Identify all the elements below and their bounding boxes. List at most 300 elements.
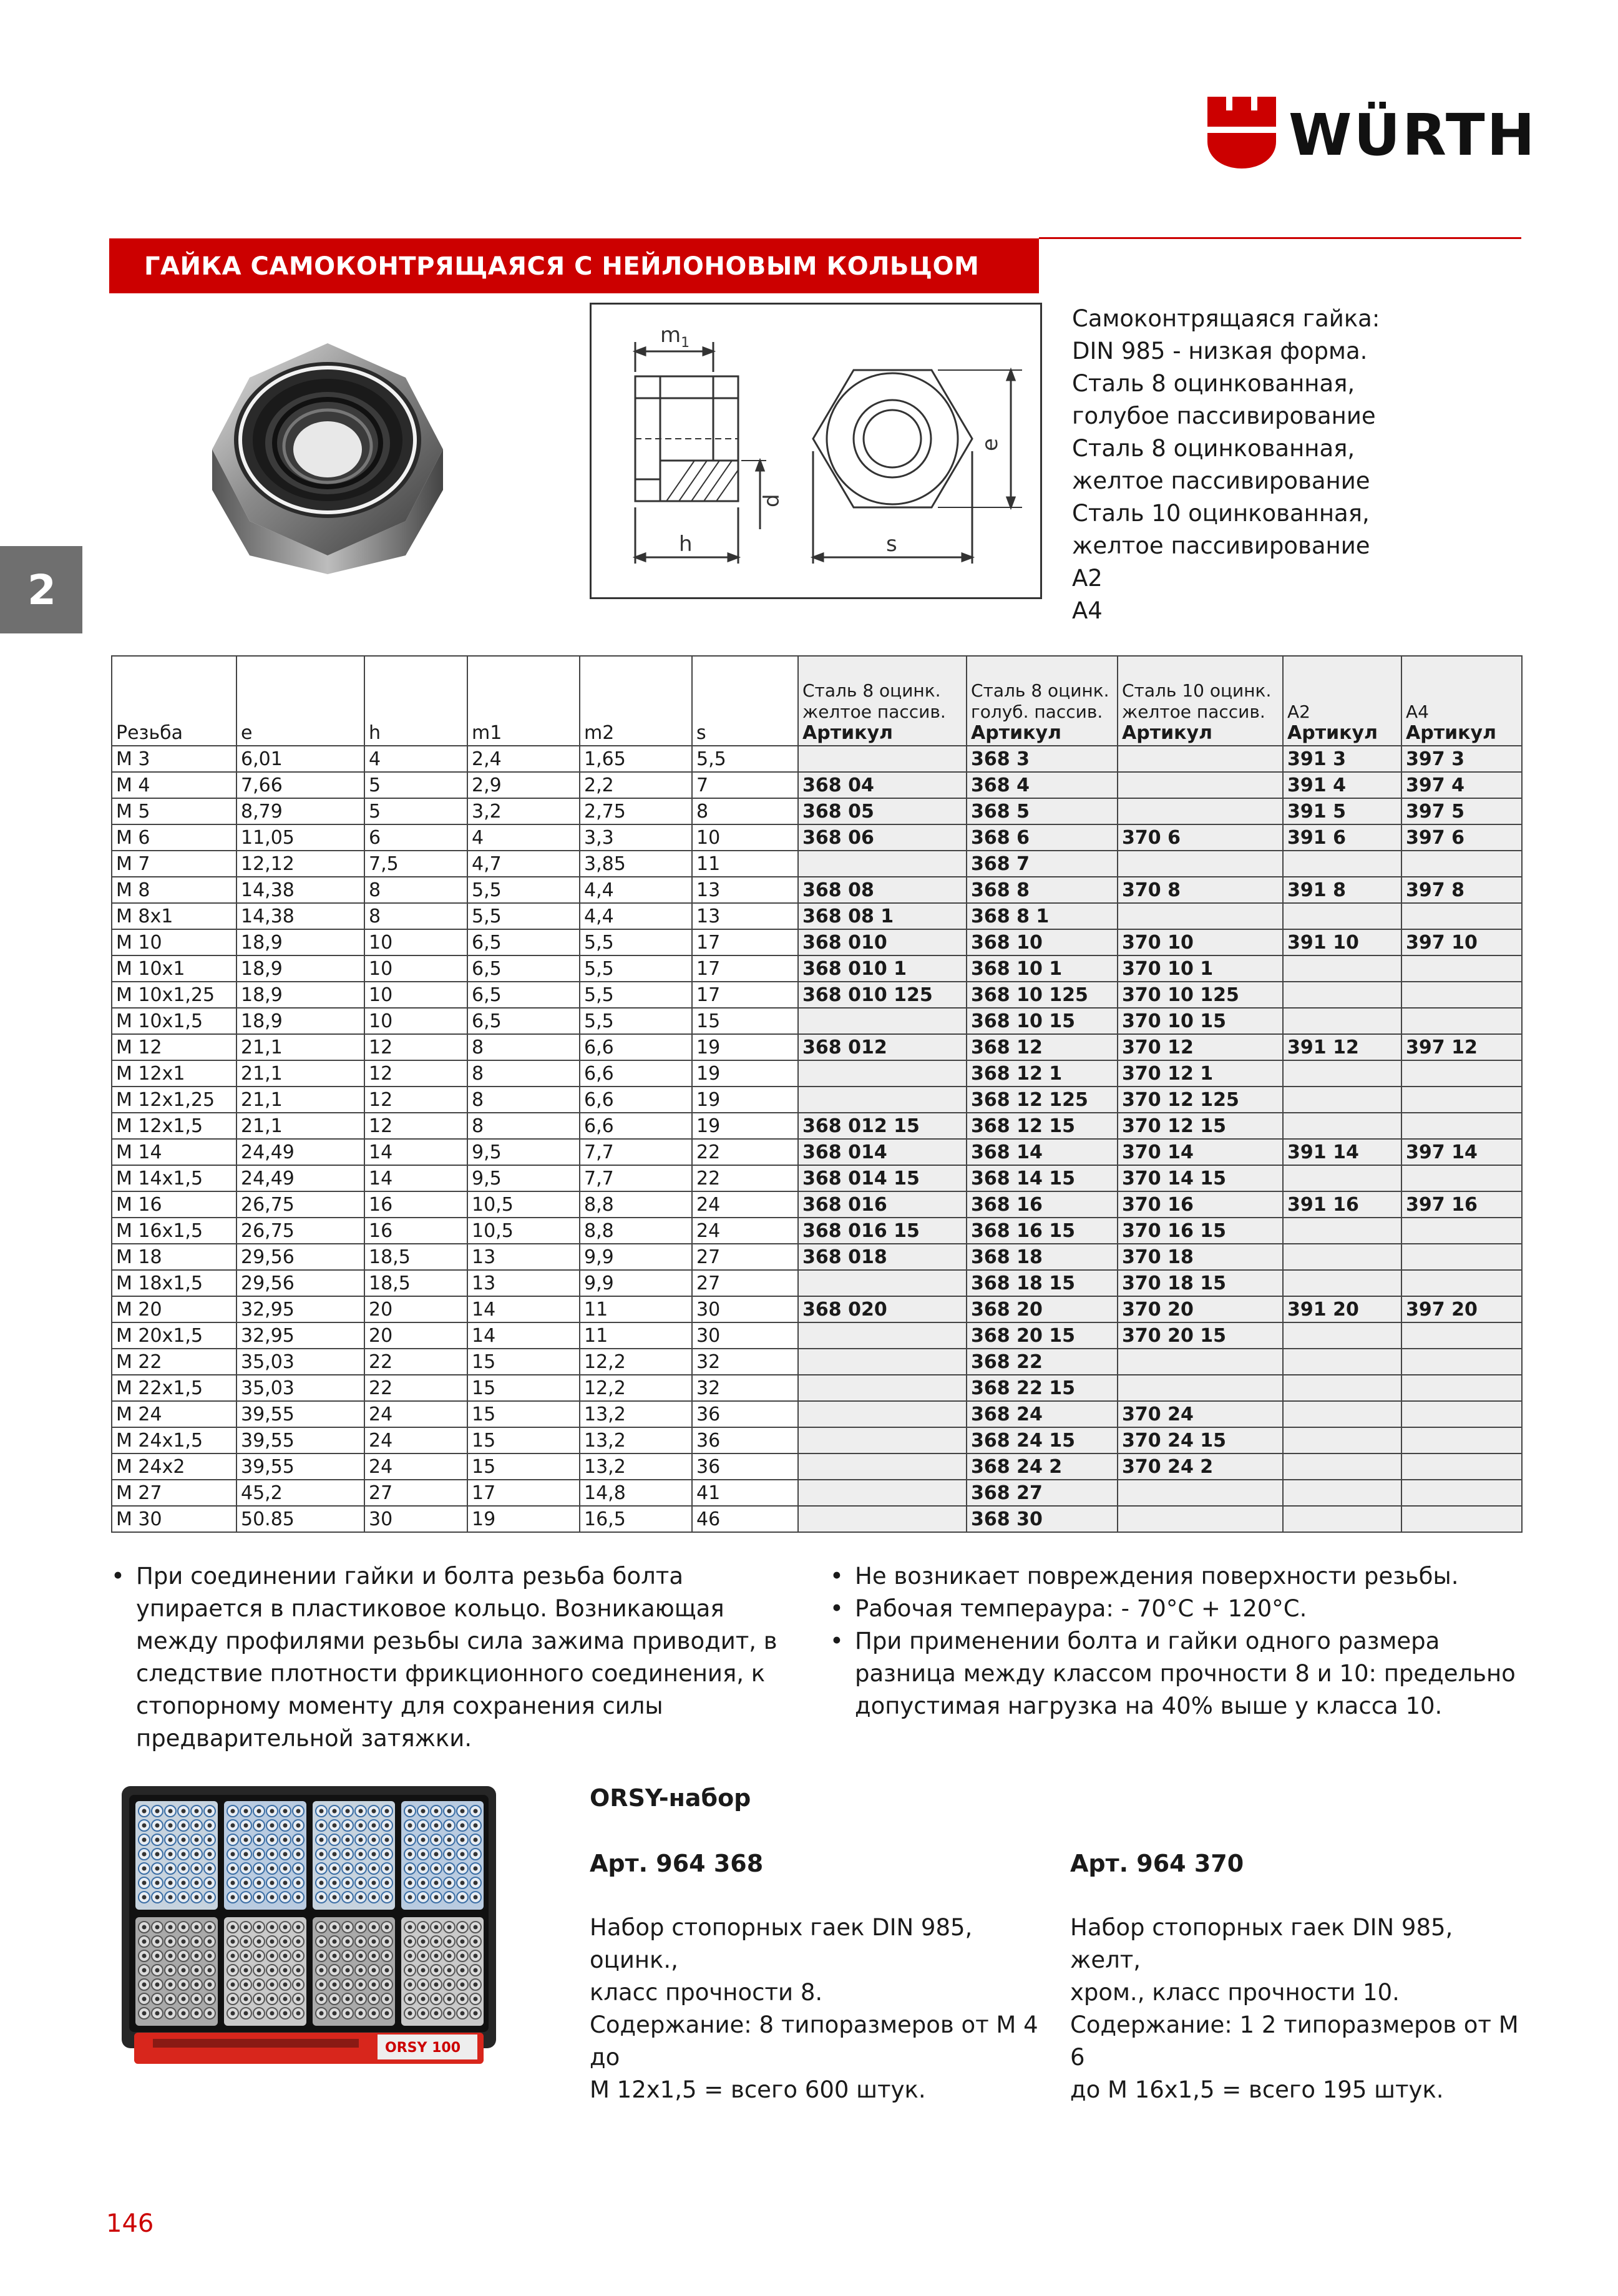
table-cell: 2,2 [580, 772, 692, 798]
table-cell: 397 3 [1401, 746, 1522, 772]
table-cell [1401, 1218, 1522, 1244]
table-body [112, 746, 1522, 1532]
table-cell: 7,66 [236, 772, 364, 798]
table-cell: 21,1 [236, 1113, 364, 1139]
table-cell: 17 [692, 955, 798, 982]
table-cell: 6,01 [236, 746, 364, 772]
table-row [112, 903, 1522, 929]
table-row [112, 1244, 1522, 1270]
table-cell: 14 [467, 1296, 580, 1322]
orsy-description-2 [1070, 1912, 1519, 2106]
spec-table [111, 655, 1523, 1533]
table-row [112, 1191, 1522, 1218]
table-cell: 368 14 [967, 1139, 1118, 1165]
table-cell: 24,49 [236, 1139, 364, 1165]
table-cell: 6,5 [467, 955, 580, 982]
table-cell [798, 1375, 967, 1401]
table-cell: 8 [692, 798, 798, 824]
orsy-box-photo [115, 1786, 502, 2067]
table-cell: 18,9 [236, 982, 364, 1008]
table-cell: 4,7 [467, 851, 580, 877]
table-cell: 368 014 [798, 1139, 967, 1165]
table-cell [798, 1060, 967, 1087]
table-cell [1283, 851, 1401, 877]
table-cell: M 12x1 [112, 1060, 236, 1087]
column-header [1118, 656, 1283, 746]
table-cell: 35,03 [236, 1349, 364, 1375]
table-cell [1401, 982, 1522, 1008]
table-cell: 368 27 [967, 1480, 1118, 1506]
table-cell: M 24x2 [112, 1453, 236, 1480]
table-cell: 11 [580, 1296, 692, 1322]
description-line: A2 [1072, 565, 1103, 592]
table-cell: 8 [364, 903, 467, 929]
table-cell: 6,6 [580, 1113, 692, 1139]
technical-drawing [590, 303, 1042, 599]
table-cell: 397 6 [1401, 824, 1522, 851]
table-cell: M 5 [112, 798, 236, 824]
table-cell: 391 10 [1283, 929, 1401, 955]
table-cell: M 10x1,25 [112, 982, 236, 1008]
table-cell: 26,75 [236, 1191, 364, 1218]
table-cell [1401, 1401, 1522, 1427]
table-cell [1401, 1270, 1522, 1296]
description-line: желтое пассивирование [1072, 532, 1370, 559]
table-row [112, 1506, 1522, 1532]
table-cell: 370 10 1 [1118, 955, 1283, 982]
table-cell: M 4 [112, 772, 236, 798]
table-cell: 368 12 [967, 1034, 1118, 1060]
chapter-number: 2 [27, 566, 56, 614]
bullets-right [830, 1560, 1523, 1722]
table-cell: 391 14 [1283, 1139, 1401, 1165]
table-cell: 20 [364, 1322, 467, 1349]
table-cell: 16 [364, 1218, 467, 1244]
table-cell: 370 20 [1118, 1296, 1283, 1322]
table-cell: 9,5 [467, 1165, 580, 1191]
table-cell: M 18x1,5 [112, 1270, 236, 1296]
table-cell: 27 [692, 1270, 798, 1296]
wurth-logo [1207, 97, 1537, 169]
table-cell: 30 [364, 1506, 467, 1532]
table-cell [1118, 1375, 1283, 1401]
table-cell: M 6 [112, 824, 236, 851]
table-cell [1401, 955, 1522, 982]
table-cell [1401, 851, 1522, 877]
table-cell: 368 10 15 [967, 1008, 1118, 1034]
table-cell: 368 012 [798, 1034, 967, 1060]
table-cell [798, 1322, 967, 1349]
table-cell: 7,7 [580, 1165, 692, 1191]
table-cell: 5 [364, 772, 467, 798]
table-cell: 1,65 [580, 746, 692, 772]
table-cell [798, 1506, 967, 1532]
table-cell: 15 [467, 1375, 580, 1401]
table-cell: 370 24 15 [1118, 1427, 1283, 1453]
orsy-line: М 12х1,5 = всего 600 штук. [590, 2076, 926, 2103]
table-cell: 370 24 2 [1118, 1453, 1283, 1480]
description-line: голубое пассивирование [1072, 403, 1376, 429]
table-cell: 391 5 [1283, 798, 1401, 824]
table-cell: 397 4 [1401, 772, 1522, 798]
table-cell: 397 12 [1401, 1034, 1522, 1060]
table-cell: 15 [467, 1349, 580, 1375]
table-cell: 370 18 [1118, 1244, 1283, 1270]
column-header: h [364, 656, 467, 746]
table-cell: 24 [364, 1453, 467, 1480]
table-cell: 14,38 [236, 877, 364, 903]
table-cell: M 20 [112, 1296, 236, 1322]
table-cell: 19 [692, 1113, 798, 1139]
table-cell: 14,8 [580, 1480, 692, 1506]
orsy-line: до М 16х1,5 = всего 195 штук. [1070, 2076, 1444, 2103]
table-cell: 39,55 [236, 1401, 364, 1427]
table-cell [1283, 1480, 1401, 1506]
table-cell: 368 24 2 [967, 1453, 1118, 1480]
table-cell: M 10x1,5 [112, 1008, 236, 1034]
orsy-line: класс прочности 8. [590, 1979, 823, 2006]
table-cell: 5,5 [467, 903, 580, 929]
table-cell: 5,5 [692, 746, 798, 772]
table-cell: 12 [364, 1113, 467, 1139]
table-cell: M 24x1,5 [112, 1427, 236, 1453]
table-cell: 4 [364, 746, 467, 772]
table-cell [1401, 903, 1522, 929]
table-cell: 4,4 [580, 903, 692, 929]
table-cell [1283, 903, 1401, 929]
table-cell: 8 [364, 877, 467, 903]
table-cell: 29,56 [236, 1270, 364, 1296]
table-cell: 368 12 1 [967, 1060, 1118, 1087]
table-cell [1118, 798, 1283, 824]
table-header-row [112, 656, 1522, 746]
table-cell: 8 [467, 1060, 580, 1087]
table-cell: 397 16 [1401, 1191, 1522, 1218]
table-cell: 368 24 [967, 1401, 1118, 1427]
table-cell: 3,2 [467, 798, 580, 824]
table-cell: 397 10 [1401, 929, 1522, 955]
table-cell: 368 016 [798, 1191, 967, 1218]
table-cell: M 10x1 [112, 955, 236, 982]
table-cell [1401, 1087, 1522, 1113]
column-header: s [692, 656, 798, 746]
table-cell: 14,38 [236, 903, 364, 929]
table-cell: 368 22 15 [967, 1375, 1118, 1401]
table-cell: M 3 [112, 746, 236, 772]
table-cell [1283, 1113, 1401, 1139]
table-cell [798, 1349, 967, 1375]
label-e: e [978, 438, 1003, 451]
table-row [112, 1453, 1522, 1480]
table-cell: 17 [467, 1480, 580, 1506]
table-cell: 22 [364, 1375, 467, 1401]
header-label: Артикул [802, 722, 893, 744]
table-cell: 368 016 15 [798, 1218, 967, 1244]
table-cell: 13 [692, 903, 798, 929]
header-material: Сталь 10 оцинк. [1122, 680, 1272, 701]
table-cell [1283, 982, 1401, 1008]
page-title: ГАЙКА САМОКОНТРЯЩАЯСЯ С НЕЙЛОНОВЫМ КОЛЬЦОМ [144, 252, 980, 281]
table-cell [1283, 1218, 1401, 1244]
table-cell: 391 20 [1283, 1296, 1401, 1322]
table-cell: 45,2 [236, 1480, 364, 1506]
table-cell: 370 12 15 [1118, 1113, 1283, 1139]
column-header [967, 656, 1118, 746]
table-cell: 370 12 [1118, 1034, 1283, 1060]
bullet-item: • Не возникает повреждения поверхности резьбы. [830, 1560, 1523, 1593]
table-cell [1283, 1060, 1401, 1087]
table-row [112, 1087, 1522, 1113]
table-row [112, 772, 1522, 798]
table-cell [1283, 1165, 1401, 1191]
table-cell: 27 [692, 1244, 798, 1270]
nut-photo [200, 315, 456, 577]
table-cell: 18,9 [236, 1008, 364, 1034]
orsy-line: хром., класс прочности 10. [1070, 1979, 1400, 2006]
table-row [112, 1480, 1522, 1506]
table-cell [798, 1401, 967, 1427]
table-cell [798, 1270, 967, 1296]
table-cell: 17 [692, 929, 798, 955]
table-cell: M 27 [112, 1480, 236, 1506]
table-cell: 391 6 [1283, 824, 1401, 851]
table-cell: 368 010 [798, 929, 967, 955]
table-cell: 11 [580, 1322, 692, 1349]
table-cell: 368 7 [967, 851, 1118, 877]
table-cell: 391 3 [1283, 746, 1401, 772]
title-rule [1039, 237, 1521, 239]
header-finish: A4 [1406, 701, 1429, 722]
table-row [112, 798, 1522, 824]
table-cell: 370 12 1 [1118, 1060, 1283, 1087]
table-cell: 368 30 [967, 1506, 1118, 1532]
table-cell: 4 [467, 824, 580, 851]
table-cell [1283, 1401, 1401, 1427]
table-cell: 370 10 125 [1118, 982, 1283, 1008]
table-cell: 3,3 [580, 824, 692, 851]
brand-name: WÜRTH [1289, 102, 1537, 169]
table-cell: 368 14 15 [967, 1165, 1118, 1191]
table-cell: 8,8 [580, 1218, 692, 1244]
table-cell: 12 [364, 1087, 467, 1113]
table-cell: 397 8 [1401, 877, 1522, 903]
header-label: Артикул [1122, 722, 1212, 744]
table-cell: 22 [692, 1139, 798, 1165]
table-cell: 368 4 [967, 772, 1118, 798]
table-cell [1118, 1506, 1283, 1532]
table-cell: 368 5 [967, 798, 1118, 824]
table-cell [1118, 851, 1283, 877]
table-cell: 19 [467, 1506, 580, 1532]
table-cell: 13,2 [580, 1427, 692, 1453]
table-row [112, 1322, 1522, 1349]
orsy-heading: ORSY-набор [590, 1784, 751, 1812]
table-cell [1283, 1244, 1401, 1270]
table-row [112, 1165, 1522, 1191]
header-label: Артикул [1406, 722, 1496, 744]
table-cell: 2,9 [467, 772, 580, 798]
header-material: Сталь 8 оцинк. [802, 680, 941, 701]
orsy-box-label: ORSY 100 [385, 2040, 461, 2056]
table-cell: 14 [364, 1139, 467, 1165]
table-cell: 368 22 [967, 1349, 1118, 1375]
table-cell: 30 [692, 1322, 798, 1349]
table-cell: 370 14 15 [1118, 1165, 1283, 1191]
table-cell [1401, 1427, 1522, 1453]
table-cell: 6,6 [580, 1060, 692, 1087]
table-cell: 368 10 [967, 929, 1118, 955]
table-cell: 9,9 [580, 1244, 692, 1270]
table-cell: 24,49 [236, 1165, 364, 1191]
table-cell: 10 [692, 824, 798, 851]
bullet-item: • При применении болта и гайки одного размера разница между классом прочности 8 и 10: предельно допустимая нагрузка на 40% выше у класса 10. [830, 1625, 1523, 1722]
header-finish: A2 [1287, 701, 1310, 722]
table-row [112, 929, 1522, 955]
header-material: Сталь 8 оцинк. [971, 680, 1109, 701]
table-cell: 22 [364, 1349, 467, 1375]
table-cell: 13 [467, 1270, 580, 1296]
product-description [1072, 303, 1509, 627]
table-cell: 397 20 [1401, 1296, 1522, 1322]
table-cell [798, 1427, 967, 1453]
table-cell: 391 16 [1283, 1191, 1401, 1218]
orsy-description-1 [590, 1912, 1051, 2106]
table-cell: M 16 [112, 1191, 236, 1218]
table-cell [798, 851, 967, 877]
table-cell: 368 010 1 [798, 955, 967, 982]
table-cell: 36 [692, 1427, 798, 1453]
table-cell [1283, 1087, 1401, 1113]
table-cell: 24 [692, 1218, 798, 1244]
orsy-line: Содержание: 8 типоразмеров от М 4 до [590, 2011, 1038, 2071]
table-cell: 3,85 [580, 851, 692, 877]
table-cell: 368 10 1 [967, 955, 1118, 982]
table-cell: 46 [692, 1506, 798, 1532]
table-cell: 21,1 [236, 1034, 364, 1060]
description-line: Сталь 8 оцинкованная, [1072, 435, 1355, 462]
table-cell: 15 [692, 1008, 798, 1034]
table-cell: 10,5 [467, 1218, 580, 1244]
table-row [112, 824, 1522, 851]
table-cell: M 8 [112, 877, 236, 903]
table-cell: 368 20 15 [967, 1322, 1118, 1349]
orsy-line: Набор стопорных гаек DIN 985, желт, [1070, 1914, 1453, 1973]
table-row [112, 851, 1522, 877]
table-cell: 10 [364, 1008, 467, 1034]
table-row [112, 1349, 1522, 1375]
table-cell: 16 [364, 1191, 467, 1218]
table-row [112, 1060, 1522, 1087]
table-cell [1283, 1349, 1401, 1375]
table-cell: 370 16 15 [1118, 1218, 1283, 1244]
table-cell: 15 [467, 1453, 580, 1480]
description-line: Сталь 8 оцинкованная, [1072, 370, 1355, 397]
table-cell: 12 [364, 1034, 467, 1060]
table-cell: M 20x1,5 [112, 1322, 236, 1349]
chapter-tab [0, 546, 82, 633]
description-line: желтое пассивирование [1072, 467, 1370, 494]
table-cell: M 18 [112, 1244, 236, 1270]
table-cell: 2,75 [580, 798, 692, 824]
table-cell: M 12 [112, 1034, 236, 1060]
table-row [112, 1113, 1522, 1139]
table-cell [1283, 1270, 1401, 1296]
table-cell: 10 [364, 929, 467, 955]
table-cell: 11,05 [236, 824, 364, 851]
description-line: DIN 985 - низкая форма. [1072, 338, 1368, 364]
table-cell: 368 20 [967, 1296, 1118, 1322]
table-row [112, 1218, 1522, 1244]
table-cell: 19 [692, 1060, 798, 1087]
table-cell: 16,5 [580, 1506, 692, 1532]
table-cell: 368 020 [798, 1296, 967, 1322]
table-cell [1118, 746, 1283, 772]
table-cell: 368 18 15 [967, 1270, 1118, 1296]
table-cell: 370 20 15 [1118, 1322, 1283, 1349]
table-cell: 8 [467, 1113, 580, 1139]
table-cell [1283, 1427, 1401, 1453]
table-cell [798, 1480, 967, 1506]
table-cell: 24 [364, 1427, 467, 1453]
header-label: Артикул [1287, 722, 1378, 744]
table-cell: 391 12 [1283, 1034, 1401, 1060]
table-cell: 370 10 15 [1118, 1008, 1283, 1034]
table-cell [1401, 1008, 1522, 1034]
table-cell: 397 14 [1401, 1139, 1522, 1165]
table-row [112, 1296, 1522, 1322]
table-cell [1401, 1165, 1522, 1191]
table-cell: 19 [692, 1087, 798, 1113]
table-row [112, 982, 1522, 1008]
table-cell: 13,2 [580, 1401, 692, 1427]
table-cell: 50.85 [236, 1506, 364, 1532]
table-cell: 41 [692, 1480, 798, 1506]
table-cell [1283, 1375, 1401, 1401]
table-cell: 32 [692, 1349, 798, 1375]
table-cell: 10 [364, 982, 467, 1008]
table-cell: 370 10 [1118, 929, 1283, 955]
page-number: 146 [106, 2209, 154, 2238]
table-cell: 12,2 [580, 1349, 692, 1375]
label-d: d [759, 494, 784, 507]
table-cell: 368 08 [798, 877, 967, 903]
table-cell: M 22x1,5 [112, 1375, 236, 1401]
table-cell: 370 8 [1118, 877, 1283, 903]
table-cell [1401, 1322, 1522, 1349]
column-header [1401, 656, 1522, 746]
table-cell: M 10 [112, 929, 236, 955]
table-cell: 368 014 15 [798, 1165, 967, 1191]
table-cell: 2,4 [467, 746, 580, 772]
table-cell: 18,5 [364, 1270, 467, 1296]
table-cell: 30 [692, 1296, 798, 1322]
table-cell [1401, 1244, 1522, 1270]
table-cell: 368 012 15 [798, 1113, 967, 1139]
table-cell: 370 14 [1118, 1139, 1283, 1165]
table-cell: 14 [467, 1322, 580, 1349]
table-cell: 22 [692, 1165, 798, 1191]
table-cell: M 16x1,5 [112, 1218, 236, 1244]
label-h: h [679, 532, 693, 557]
table-cell: 368 05 [798, 798, 967, 824]
table-cell: 5,5 [580, 982, 692, 1008]
table-row [112, 1139, 1522, 1165]
table-cell: 8 [467, 1087, 580, 1113]
wurth-emblem-icon [1207, 97, 1276, 169]
table-cell [798, 1087, 967, 1113]
bullet-item: • При соединении гайки и болта резьба болта упирается в пластиковое кольцо. Возникающая между профилями резьбы сила зажима приводит, в следствие плотности фрикционного соединения, к стопорному моменту для сохранения силы предварительной затяжки. [111, 1560, 791, 1755]
table-row [112, 1427, 1522, 1453]
